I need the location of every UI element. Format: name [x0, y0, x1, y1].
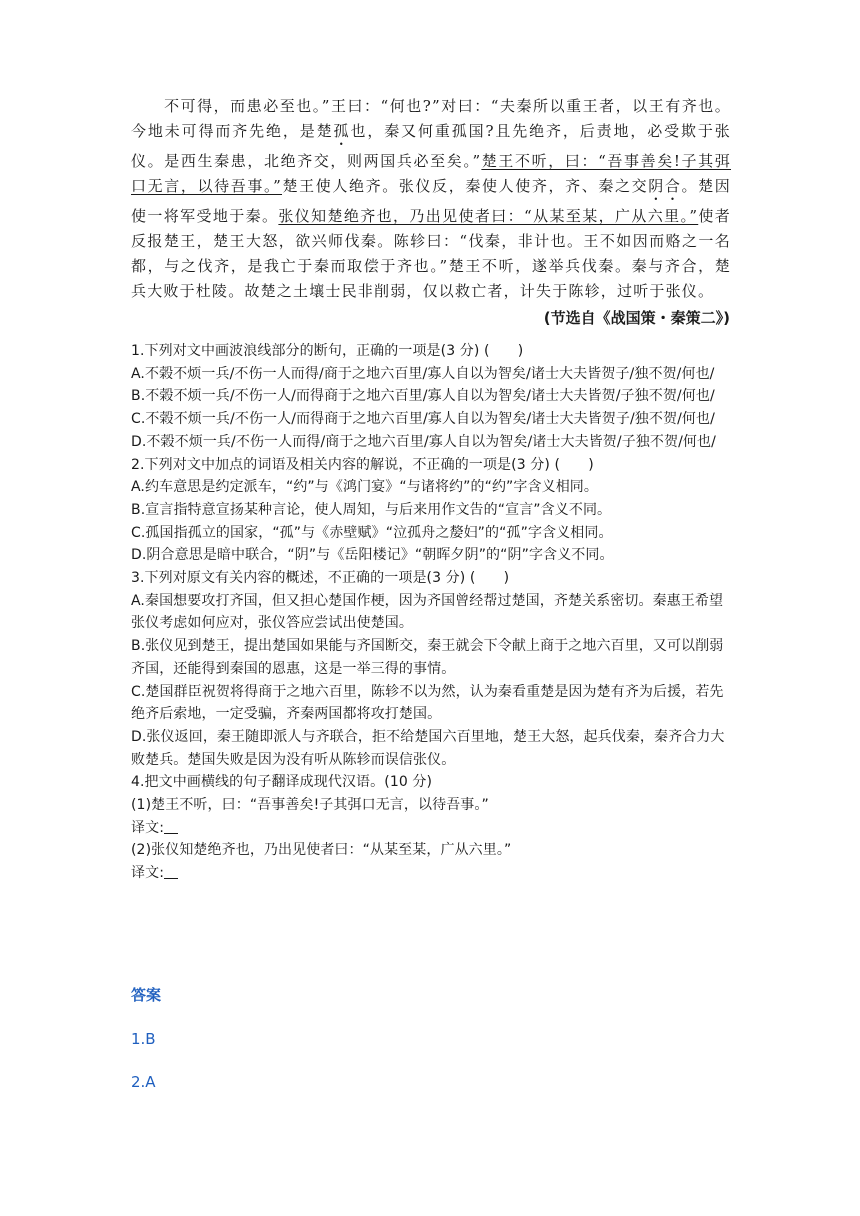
- answer-1: 1.B: [131, 1030, 156, 1048]
- question-2-option-b: B.宣言指特意宣扬某种言论，使人周知，与后来用作文告的“宣言”含义不同。: [131, 501, 612, 518]
- question-3-option-c: C.楚国群臣祝贺将得商于之地六百里，陈轸不以为然，认为秦看重楚是因为楚有齐为后援，若先绝齐后索地，一定受骗，齐秦两国都将攻打楚国。: [131, 683, 724, 723]
- question-1-option-c: C.不榖不烦一兵/不伤一人/而得商于之地六百里/寡人自以为智矣/诸士大夫皆贺子/独不贺/何也/: [131, 411, 715, 428]
- question-1-option-d: D.不榖不烦一兵/不伤一人而得/商于之地六百里/寡人自以为智矣/诸士大夫皆贺/子独不贺/何也/: [131, 433, 716, 450]
- question-4-stem: 4.把文中画横线的句子翻译成现代汉语。(10 分): [131, 774, 433, 791]
- passage-paragraph: [131, 94, 731, 304]
- question-2-option-a: A.约车意思是约定派车，“约”与《鸿门宴》“与诸将约”的“约”字含义相同。: [131, 479, 598, 496]
- question-3-option-a: A.秦国想要攻打齐国，但又担心楚国作梗，因为齐国曾经帮过楚国，齐楚关系密切。秦惠王希望张仪考虑如何应对，张仪答应尝试出使楚国。: [131, 592, 724, 632]
- passage-segment: 楚王使人绝齐。张仪反，秦使人使齐，齐、秦之交: [282, 177, 649, 195]
- passage-segment: 不可得，而患必至也。”王曰：“何也?”对曰：“夫秦所以重王者，以王有齐也。今地未可得而齐先绝，是楚: [131, 97, 732, 140]
- passage-segment: 使者反报楚王，楚王大怒，欲兴师伐秦。陈轸曰：“伐秦，非计也。王不如因而赂之一名都，与之伐齐，是我亡于秦而取偿于齐也。”楚王不听，遂举兵伐秦。秦与齐合，楚兵大败于杜陵。故楚之土壤士民非削弱，仅以救亡者，计失于陈轸，过听于张仪。: [131, 207, 731, 300]
- question-1-stem: 1.下列对文中画波浪线部分的断句，正确的一项是(3 分) ( ): [131, 343, 524, 359]
- question-4-item-1: (1)楚王不听，曰：“吾事善矣!子其弭口无言，以待吾事。”: [131, 797, 489, 814]
- answers-heading: 答案: [131, 986, 162, 1004]
- translation-line-2: [131, 862, 731, 885]
- passage-segment: 也，秦又何重孤国?且先绝齐，后责地，必受欺于张仪。是西生秦患，北绝齐交，则两国兵必至矣。”: [131, 122, 732, 170]
- question-3-stem: 3.下列对原文有关内容的概述，不正确的一项是(3 分) ( ): [131, 570, 510, 587]
- answer-blank[interactable]: [164, 864, 178, 879]
- passage-text: [131, 94, 731, 304]
- question-3-option-d: D.张仪返回，秦王随即派人与齐联合，拒不给楚国六百里地，楚王大怒，起兵伐秦，秦齐合力大败楚兵。楚国失败是因为没有听从陈轸而误信张仪。: [131, 728, 725, 768]
- dotted-word-gu: 孤: [333, 122, 351, 140]
- questions-block: [131, 340, 731, 885]
- dotted-word-yinhe: 阴合: [648, 177, 682, 195]
- underlined-sentence-2: 张仪知楚绝齐也，乃出见使者曰：“从某至某，广从六里。”: [278, 207, 699, 225]
- translation-label: 译文:: [131, 819, 165, 836]
- question-1-option-b: B.不榖不烦一兵/不伤一人/而得商于之地六百里/寡人自以为智矣/诸士大夫皆贺/子独不贺/何也/: [131, 388, 715, 405]
- translation-label: 译文:: [131, 865, 165, 882]
- question-3-option-b: B.张仪见到楚王，提出楚国如果能与齐国断交，秦王就会下令献上商于之地六百里，又可以削弱齐国，还能得到秦国的恩惠，这是一举三得的事情。: [131, 638, 724, 677]
- answer-2: 2.A: [131, 1073, 156, 1091]
- passage-segment: 。楚因使一将军受地于秦。: [131, 177, 732, 225]
- question-1-option-a: A.不榖不烦一兵/不伤一人而得/商于之地六百里/寡人自以为智矣/诸士大夫皆贺子/独不贺/何也/: [131, 365, 715, 382]
- source-citation: (节选自《战国策・秦策二》): [543, 309, 730, 327]
- question-4-item-2: (2)张仪知楚绝齐也，乃出见使者曰：“从某至某，广从六里。”: [131, 842, 512, 859]
- answer-blank[interactable]: [164, 819, 178, 834]
- question-2-option-c: C.孤国指孤立的国家，“孤”与《赤壁赋》“泣孤舟之嫠妇”的“孤”字含义相同。: [131, 524, 613, 541]
- underlined-sentence-1: 楚王不听，曰：“吾事善矣!子其弭口无言，以待吾事。”: [131, 152, 731, 195]
- question-2-option-d: D.阴合意思是暗中联合，“阴”与《岳阳楼记》“朝晖夕阴”的“阴”字含义不同。: [131, 547, 614, 564]
- translation-line-1: [131, 817, 731, 840]
- question-2-stem: 2.下列对文中加点的词语及相关内容的解说，不正确的一项是(3 分) ( ): [131, 456, 594, 473]
